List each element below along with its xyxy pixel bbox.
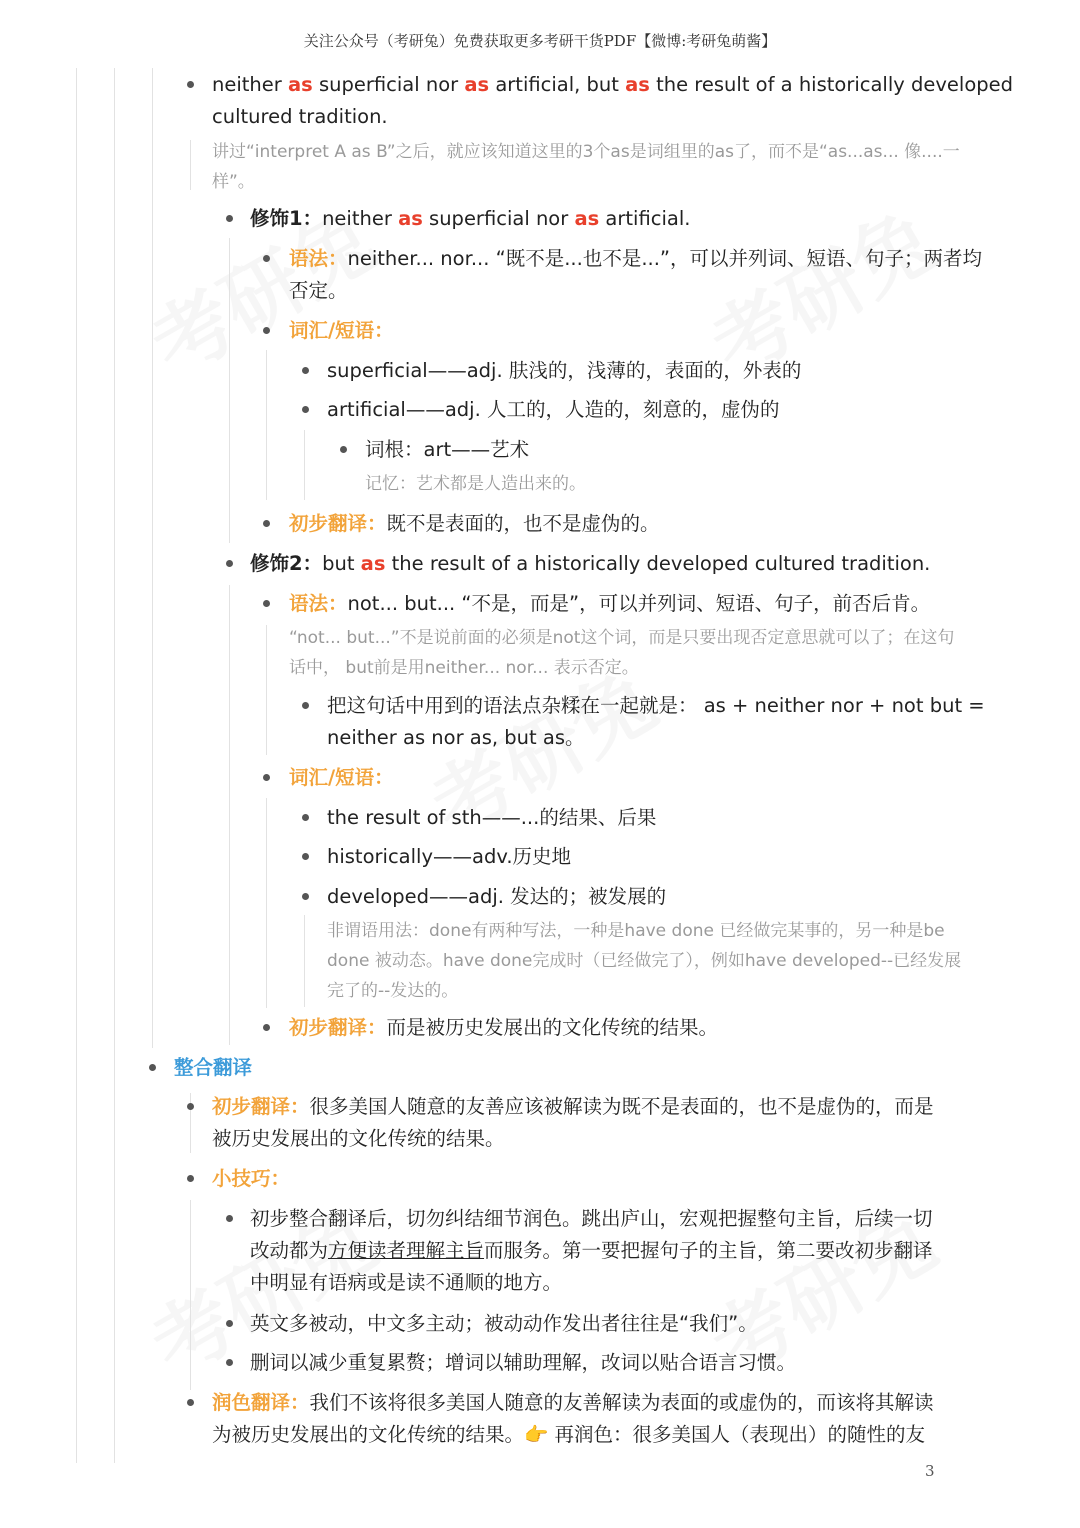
- vocab-label: 词汇/短语：: [289, 319, 394, 342]
- indent-guide: [190, 1200, 191, 1390]
- page-header: 关注公众号（考研兔）免费获取更多考研干货PDF【微博:考研兔萌酱】: [303, 32, 777, 50]
- indent-guide: [229, 585, 230, 1045]
- indent-guide: [229, 238, 230, 543]
- bullet: [187, 1103, 194, 1110]
- word-root: 词根：art——艺术: [365, 438, 530, 461]
- bullet: [263, 774, 270, 781]
- tips-label: 小技巧：: [212, 1167, 291, 1190]
- bullet: [263, 600, 270, 607]
- bullet: [149, 1064, 156, 1071]
- bullet: [263, 1024, 270, 1031]
- note: 记忆：艺术都是人造出来的。: [365, 474, 586, 494]
- bullet: [302, 406, 309, 413]
- bullet: [187, 81, 194, 88]
- modifier-2: 修饰2：but as the result of a historically developed cultured tradition.: [250, 552, 931, 575]
- bullet: [226, 560, 233, 567]
- bullet: [187, 1399, 194, 1406]
- grammar-2: 语法：not... but... “不是，而是”，可以并列词、短语、句子，前否后肯。: [289, 592, 931, 615]
- note: “not... but...”不是说前面的必须是not这个词，而是只要出现否定意思就可以了；在这句: [289, 628, 955, 648]
- pointing-hand-icon: 👉: [524, 1423, 549, 1446]
- bullet: [226, 1215, 233, 1222]
- integrated-prelim-translation-cont: 被历史发展出的文化传统的结果。: [212, 1127, 505, 1150]
- vocab-item: historically——adv.历史地: [327, 845, 572, 868]
- note: 完了的--发达的。: [327, 981, 459, 1001]
- grammar-combination: 把这句话中用到的语法点杂糅在一起就是： as + neither nor + not but =: [327, 694, 985, 717]
- grammar-1-cont: 否定。: [289, 279, 348, 302]
- note: done 被动态。have done完成时（已经做完了），例如have developed--已经发展: [327, 951, 962, 971]
- bullet: [226, 1320, 233, 1327]
- bullet: [302, 367, 309, 374]
- bullet: [263, 520, 270, 527]
- bullet: [302, 853, 309, 860]
- tip-item: 英文多被动，中文多主动；被动动作发出者往往是“我们”。: [250, 1312, 758, 1335]
- indent-guide: [76, 68, 77, 1463]
- prelim-translation-2: 初步翻译：而是被历史发展出的文化传统的结果。: [289, 1016, 719, 1039]
- source-sentence: neither as superficial nor as artificial, but as the result of a historically developed: [212, 73, 1014, 96]
- indent-guide: [304, 430, 305, 500]
- indent-guide: [266, 798, 267, 1008]
- tip-item-cont: 中明显有语病或是读不通顺的地方。: [250, 1271, 563, 1294]
- bullet: [263, 255, 270, 262]
- indent-guide: [152, 68, 153, 1048]
- modifier-1: 修饰1：neither as superficial nor as artificial.: [250, 207, 691, 230]
- vocab-label: 词汇/短语：: [289, 766, 394, 789]
- vocab-item: developed——adj. 发达的；被发展的: [327, 885, 667, 908]
- indent-guide: [266, 350, 267, 500]
- note: 话中， but前是用neither... nor... 表示否定。: [289, 658, 639, 678]
- prelim-translation-1: 初步翻译：既不是表面的，也不是虚伪的。: [289, 512, 660, 535]
- bullet: [302, 893, 309, 900]
- bullet: [187, 1175, 194, 1182]
- note: 非谓语用法：done有两种写法，一种是have done 已经做完某事的，另一种是be: [327, 921, 945, 941]
- source-sentence-cont: cultured tradition.: [212, 105, 388, 128]
- bullet: [226, 215, 233, 222]
- bullet: [226, 1359, 233, 1366]
- grammar-1: 语法：neither... nor... “既不是...也不是...”，可以并列词、短语、句子；两者均: [289, 247, 983, 270]
- section-title-integrate: 整合翻译: [174, 1056, 253, 1079]
- indent-guide: [190, 140, 191, 190]
- note: 样”。: [212, 172, 255, 192]
- vocab-item: the result of sth——...的结果、后果: [327, 806, 657, 829]
- vocab-item: artificial——adj. 人工的，人造的，刻意的，虚伪的: [327, 398, 780, 421]
- bullet: [302, 702, 309, 709]
- indent-guide: [266, 625, 267, 755]
- indent-guide: [114, 68, 115, 1463]
- integrated-prelim-translation: 初步翻译：很多美国人随意的友善应该被解读为既不是表面的，也不是虚伪的，而是: [212, 1095, 934, 1118]
- indent-guide: [304, 915, 305, 1007]
- bullet: [263, 327, 270, 334]
- tip-item-cont: 改动都为方便读者理解主旨而服务。第一要把握句子的主旨，第二要改初步翻译: [250, 1239, 933, 1262]
- bullet: [340, 446, 347, 453]
- polished-translation-cont: 为被历史发展出的文化传统的结果。👉 再润色：很多美国人（表现出）的随性的友: [212, 1423, 925, 1446]
- note: 讲过“interpret A as B”之后，就应该知道这里的3个as是词组里的as了，而不是“as...as... 像....一: [212, 142, 960, 162]
- bullet: [302, 814, 309, 821]
- page-number: 3: [925, 1462, 935, 1480]
- indent-guide: [190, 1093, 191, 1153]
- polished-translation: 润色翻译：我们不该将很多美国人随意的友善解读为表面的或虚伪的，而该将其解读: [212, 1391, 934, 1414]
- vocab-item: superficial——adj. 肤浅的，浅薄的，表面的，外表的: [327, 359, 802, 382]
- grammar-combination-cont: neither as nor as, but as。: [327, 726, 585, 749]
- tip-item: 初步整合翻译后，切勿纠结细节润色。跳出庐山，宏观把握整句主旨，后续一切: [250, 1207, 933, 1230]
- tip-item: 删词以减少重复累赘；增词以辅助理解，改词以贴合语言习惯。: [250, 1351, 797, 1374]
